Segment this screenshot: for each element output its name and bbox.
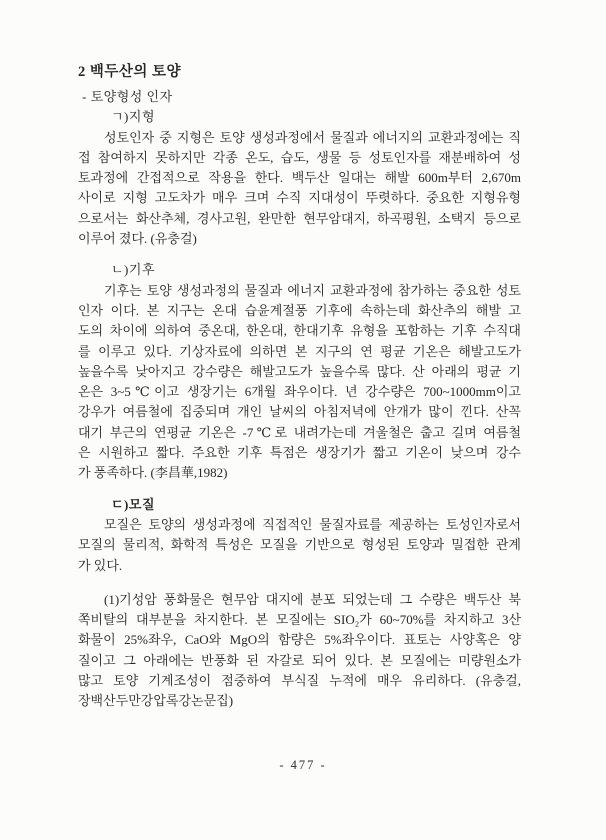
text-line: 성토인자 중 지형은 토양 생성과정에서 물질과 에너지의 교환과정에는 직	[104, 129, 521, 145]
text-line: 기후는 토양 생성과정의 물질과 에너지 교환과정에 참가하는 중요한 성토	[104, 282, 521, 298]
text-line: 이루어 졌다. (유충걸)	[78, 231, 197, 247]
text-line: 토과정에 간접적으로 작용을 한다. 백두산 일대는 해발 600m부터 2,670m	[78, 170, 521, 186]
text-line: 접 참여하지 못하지만 각종 온도, 습도, 생물 등 성토인자를 재분배하여 성	[78, 149, 521, 165]
text-line: 대기 부근의 연평균 기온은 -7℃로 내려가는데 겨울철은 춥고 길며 여름철	[78, 424, 521, 440]
text-line: 온은 3~5℃이고 생장기는 6개월 좌우이다. 년 강수량은 700~1000mm이고	[78, 384, 521, 400]
text-line: 높을수록 낮아지고 강수량은 해발고도가 높을수록 많다. 산 아래의 평균 기	[78, 363, 521, 379]
paragraph	[78, 128, 521, 250]
text-line: 모질의 물리적, 화학적 특성은 모질을 기반으로 형성된 토양과 밀접한 관계	[78, 537, 521, 553]
document-body	[78, 107, 521, 711]
paragraph	[78, 281, 521, 484]
section-label: ㄷ)모질	[111, 496, 156, 512]
text-line: (1)기성암 풍화물은 현무암 대지에 분포 되었는데 그 수량은 백두산 북	[104, 591, 521, 607]
section-subheading: - 토양형성 인자	[82, 89, 173, 104]
text-line: 은 시원하고 짧다. 주요한 기후 특점은 생장기가 짧고 기온이 낮으며 강수	[78, 445, 521, 461]
text-line: 인자 이다. 본 지구는 온대 습윤계절풍 기후에 속하는데 화산추의 해발 고	[78, 302, 521, 318]
document-content	[78, 62, 521, 712]
section-label: ㄱ)지형	[111, 109, 156, 125]
text-line: 모질은 토양의 생성과정에 직접적인 물질자료를 제공하는 토성인자로서	[104, 516, 521, 532]
section-label: ㄴ)기후	[111, 262, 156, 278]
page-heading: 2 백두산의 토양	[78, 64, 182, 80]
text-line: 사이로 지형 고도차가 매우 크며 수직 지대성이 뚜렷하다. 중요한 지형유형	[78, 190, 521, 206]
text-line: 장백산두만강압록강논문집)	[78, 693, 234, 709]
text-line: 도의 차이에 의하여 중온대, 한온대, 한대기후 유형을 포함하는 기후 수직대	[78, 323, 521, 339]
text-line: 가 있다.	[78, 557, 123, 573]
text-line: 를 이루고 있다. 기상자료에 의하면 본 지구의 연 평균 기온은 해발고도가	[78, 343, 521, 359]
text-line: 가 풍족하다. (李昌華,1982)	[78, 465, 228, 481]
paragraph	[78, 590, 521, 712]
text-line: 많고 토양 기계조성이 점중하여 부식질 누적에 매우 유리하다. (유충걸,	[78, 673, 521, 689]
text-line: 화물이 25%좌우, CaO와 MgO의 함량은 5%좌우이다. 표토는 사양혹은 양	[78, 632, 521, 648]
text-line: 질이고 그 아래에는 반풍화 된 자갈로 되어 있다. 본 모질에는 미량원소가	[78, 652, 521, 668]
paragraph	[78, 515, 521, 576]
text-line: 으로서는 화산추체, 경사고원, 완만한 현무암대지, 하곡평원, 소택지 등으로	[78, 210, 521, 226]
text-line: 강우가 여름철에 집중되며 개인 날씨의 아침저녁에 안개가 많이 낀다. 산꼭	[78, 404, 521, 420]
page-number: - 477 -	[279, 758, 327, 772]
text-line: 쪽비탈의 대부분을 차지한다. 본 모질에는 SIO₂가 60~70%를 차지하고 3산	[78, 612, 521, 628]
